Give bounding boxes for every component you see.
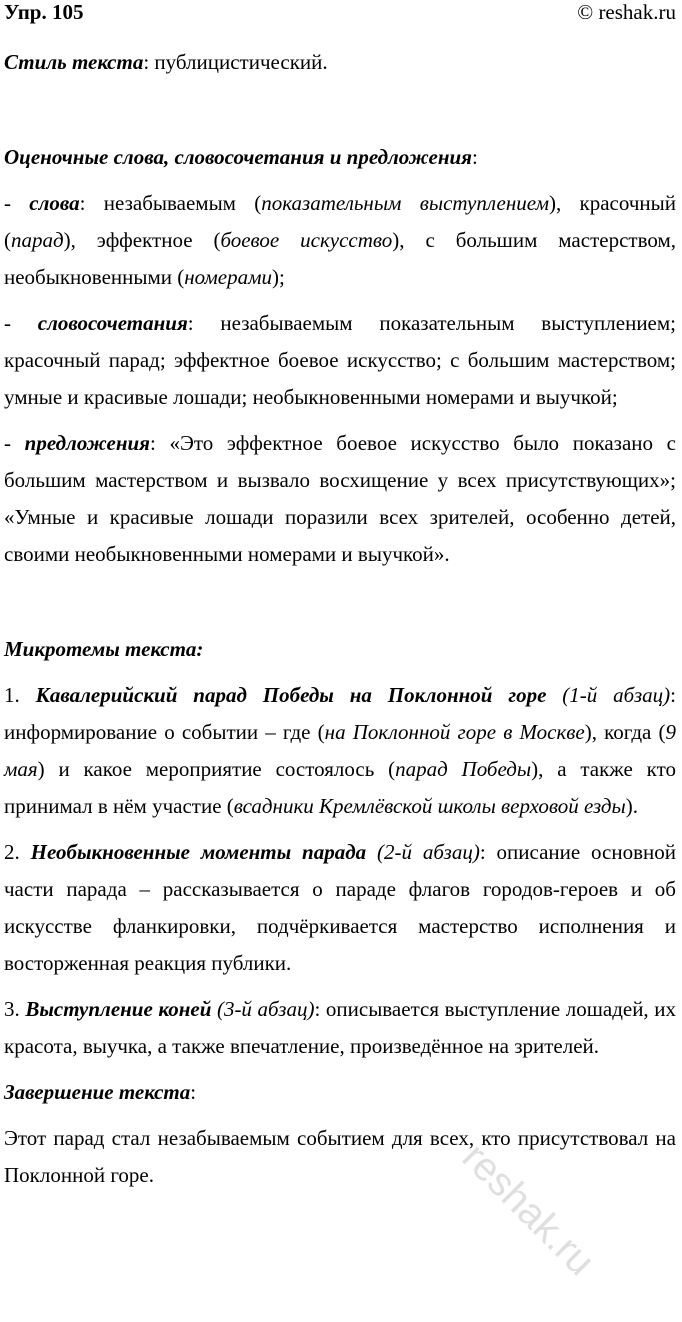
watermark-logo: reshak.ru — [453, 1135, 603, 1285]
text-style-line — [4, 44, 676, 81]
page-header — [4, 0, 676, 30]
evaluative-words: - слова: незабываемым (показательным выступлением), красочный (парад), эффектное (боевое искусство), с большим мастерством, необыкновенными (номерами); — [4, 191, 676, 289]
evaluative-sentences: - предложения: «Это эффектное боевое искусство было показано с большим мастерством и вызвало восхищение у всех присутствующих»; «Умные и красивые лошади поразили всех зрителей, особенно детей, своими необыкновенными номерами и выучкой». — [4, 431, 676, 566]
microtheme-3: 3. Выступление коней (3-й абзац): описывается выступление лошадей, их красота, выучка, а также впечатление, произведённое на зрителей. — [4, 997, 676, 1058]
evaluative-phrases: - словосочетания: незабываемым показательным выступлением; красочный парад; эффектное боевое искусство; с большим мастерством; умные и красивые лошади; необыкновенными номерами и выучкой; — [4, 311, 676, 409]
microtheme-1: 1. Кавалерийский парад Победы на Поклонной горе (1-й абзац): информирование о событии – где (на Поклонной горе в Москве), когда (9 мая) и какое мероприятие состоялось (парад Победы), а также кто принимал в нём участие (всадники Кремлёвской школы верховой езды). — [4, 683, 677, 818]
site-credit: © reshak.ru — [577, 0, 676, 24]
exercise-number: Упр. 105 — [4, 0, 84, 24]
answer-content — [4, 44, 676, 1194]
microtheme-2: 2. Необыкновенные моменты парада (2-й абзац): описание основной части парада – рассказывается о параде флагов городов-героев и об искусстве фланкировки, подчёркивается мастерство исполнения и восторженная реакция публики. — [4, 840, 677, 975]
ending-heading: Завершение текста: — [4, 1080, 197, 1104]
text-style-label: Стиль текста — [4, 50, 144, 74]
words-label: слова — [29, 191, 80, 215]
microthemes-heading: Микротемы текста: — [4, 637, 204, 661]
phrases-label: словосочетания — [37, 311, 188, 335]
evaluative-heading: Оценочные слова, словосочетания и предложения: — [4, 145, 478, 169]
sentences-label: предложения — [24, 431, 150, 455]
ending-text: Этот парад стал незабываемым событием для всех, кто присутствовал на Поклонной горе. — [4, 1126, 676, 1187]
text-style-value: : публицистический. — [143, 50, 328, 74]
